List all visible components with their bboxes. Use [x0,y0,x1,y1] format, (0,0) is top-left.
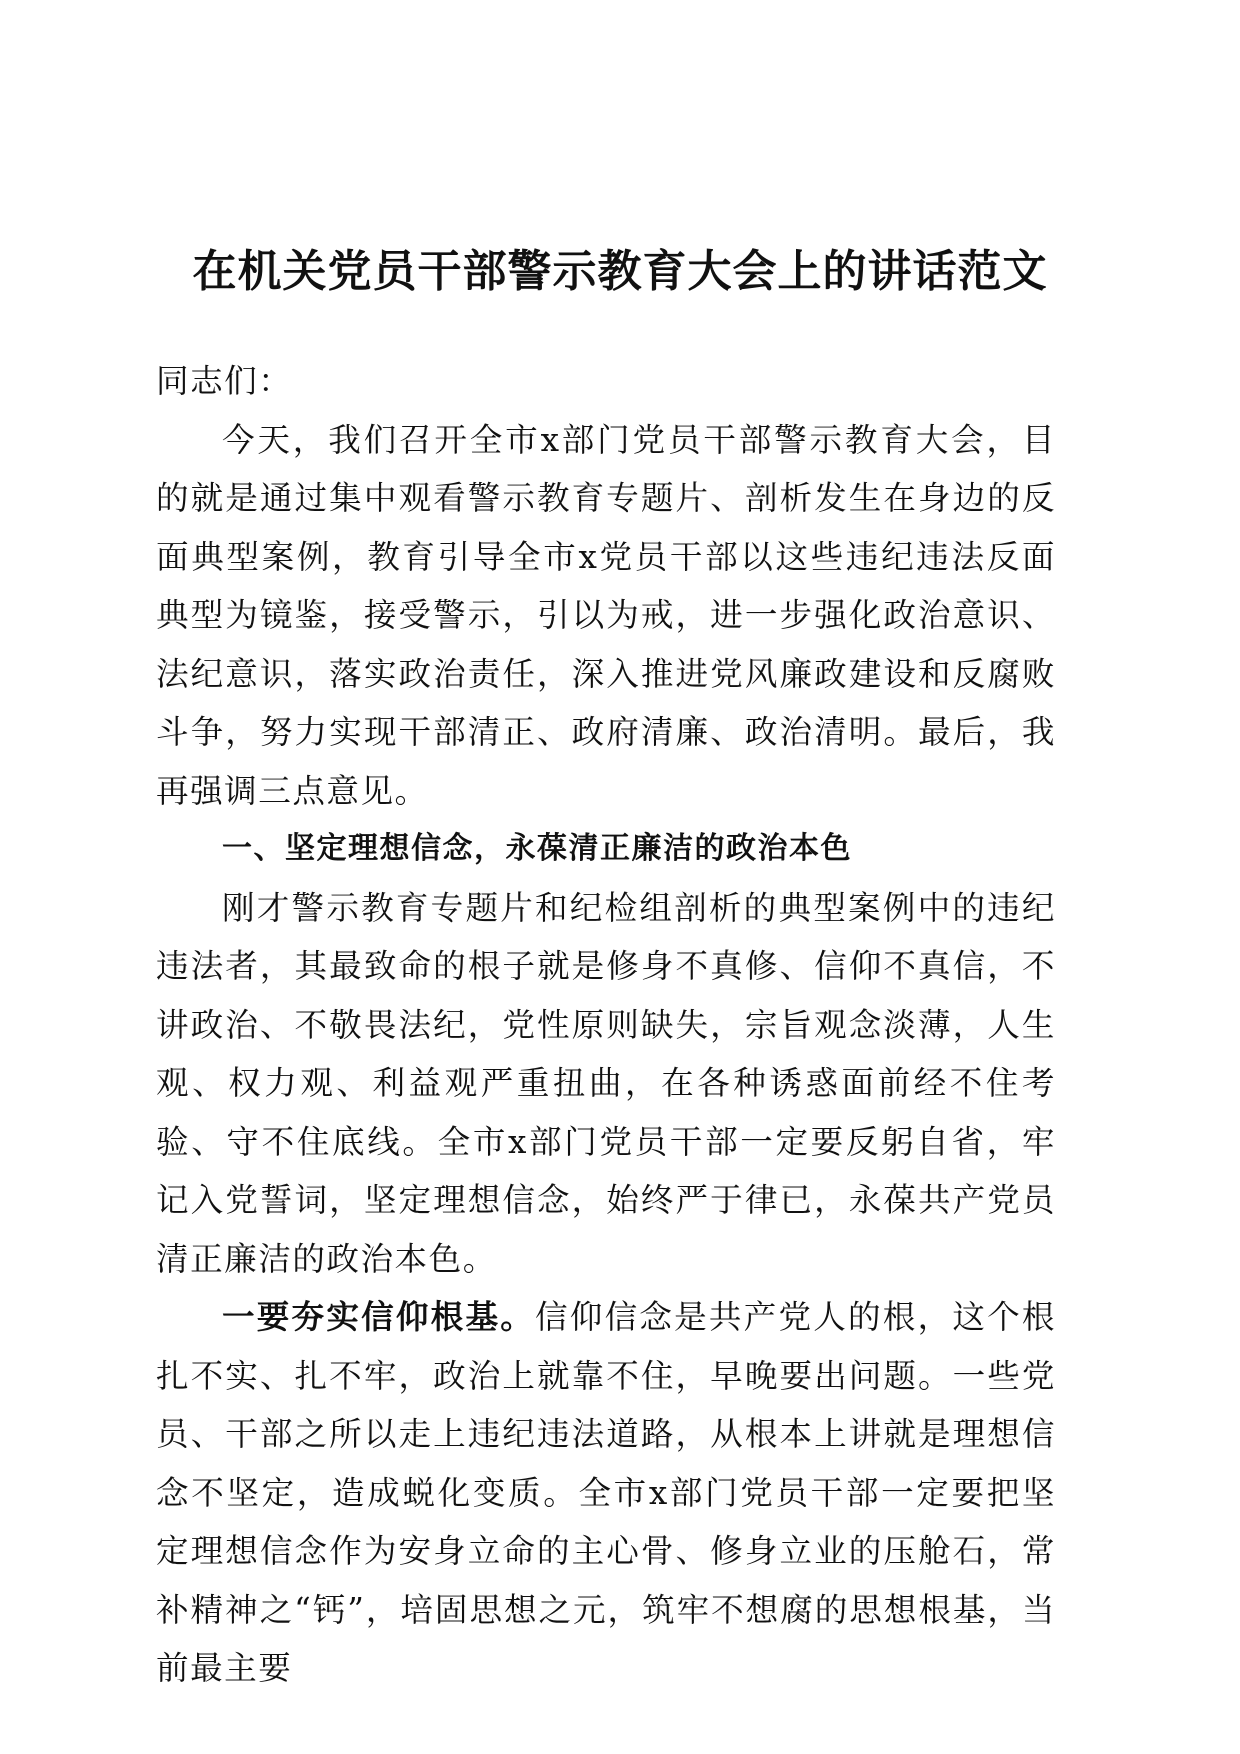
section-1-paragraph: 刚才警示教育专题片和纪检组剖析的典型案例中的违纪违法者，其最致命的根子就是修身不真修、信仰不真信，不讲政治、不敬畏法纪，党性原则缺失，宗旨观念淡薄，人生观、权力观、利益观严重扭曲，在各种诱惑面前经不住考验、守不住底线。全市x部门党员干部一定要反躬自省，牢记入党誓词，坚定理想信念，始终严于律已，永葆共产党员清正廉洁的政治本色。 [156,888,1056,1278]
point-1-paragraph [156,1288,1056,1698]
point-1-text: 信仰信念是共产党人的根，这个根扎不实、扎不牢，政治上就靠不住，早晚要出问题。一些党员、干部之所以走上违纪违法道路，从根本上讲就是理想信念不坚定，造成蜕化变质。全市x部门党员干部一定要把坚定理想信念作为安身立命的主心骨、修身立业的压舱石，常补精神之“钙”，培固思想之元，筑牢不想腐的思想根基，当前最主要 [156,1298,1056,1687]
salutation: 同志们： [156,362,293,400]
intro-paragraph: 今天，我们召开全市x部门党员干部警示教育大会，目的就是通过集中观看警示教育专题片、剖析发生在身边的反面典型案例，教育引导全市x党员干部以这些违纪违法反面典型为镜鉴，接受警示，引以为戒，进一步强化政治意识、法纪意识，落实政治责任，深入推进党风廉政建设和反腐败斗争，努力实现干部清正、政府清廉、政治清明。最后，我再强调三点意见。 [156,420,1056,810]
document-body [156,352,1056,1698]
document-title: 在机关党员干部警示教育大会上的讲话范文 [192,246,1048,297]
section-1-heading: 一、坚定理想信念，永葆清正廉洁的政治本色 [222,831,852,866]
point-1-lead: 一要夯实信仰根基。 [222,1298,536,1336]
